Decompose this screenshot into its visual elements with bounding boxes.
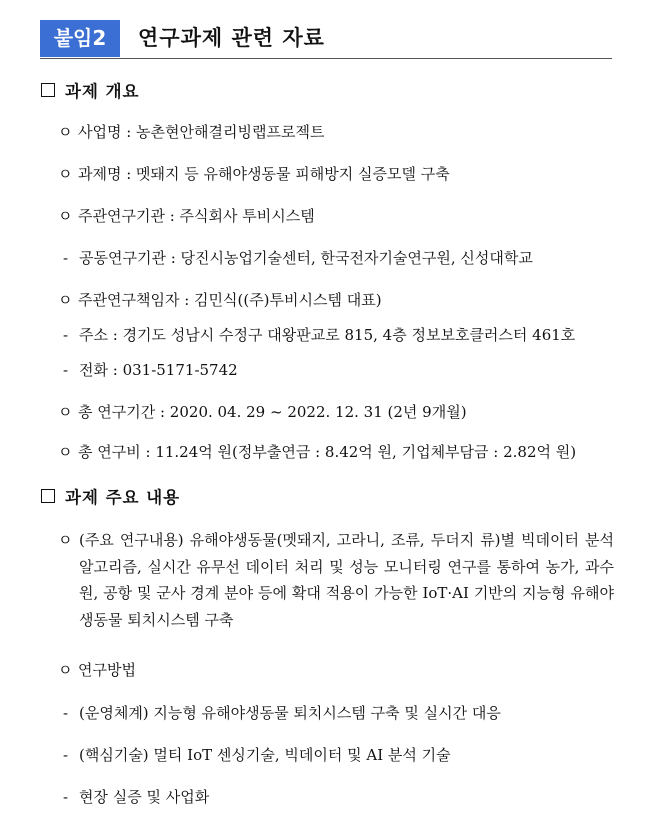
methods-label: 연구방법: [78, 661, 136, 679]
budget-item: [58, 440, 614, 464]
method-item: [63, 743, 614, 767]
dash-bullet-icon: -: [63, 326, 69, 344]
co-orgs-text: 공동연구기관 : 당진시농업기술센터, 한국전자기술연구원, 신성대학교: [79, 249, 533, 267]
method-text: 현장 실증 및 사업화: [79, 788, 210, 806]
document-header: [40, 20, 612, 60]
project-name-text: 사업명 : 농촌현안해결리빙랩프로젝트: [78, 123, 325, 141]
dash-bullet-icon: -: [63, 249, 69, 267]
section-label: 과제 개요: [65, 82, 140, 101]
lead-researcher-item: [58, 288, 614, 312]
research-summary-text: (주요 연구내용) 유해야생동물(멧돼지, 고라니, 조류, 두더지 류)별 빅데이터 분석 알고리즘, 실시간 유무선 데이터 처리 및 성능 모니터링 연구를 통하여 농가, 과수원, 공항 및 군사 경계 분야 등에 확대 적용이 가능한 IoT·AI 기반의 지능형 유해야생동물 퇴치시스템 구축: [79, 531, 614, 629]
methods-item: [58, 658, 614, 682]
dash-bullet-icon: -: [63, 788, 69, 806]
dash-bullet-icon: -: [63, 746, 69, 764]
circle-bullet-icon: ㅇ: [58, 443, 73, 461]
project-name-item: [58, 120, 614, 144]
lead-org-item: [58, 204, 614, 228]
method-item: [63, 701, 614, 725]
page-title: 연구과제 관련 자료: [138, 26, 325, 50]
method-text: (운영체계) 지능형 유해야생동물 퇴치시스템 구축 및 실시간 대응: [79, 704, 501, 722]
period-text: 총 연구기간 : 2020. 04. 29 ~ 2022. 12. 31 (2년 9개월): [78, 403, 467, 421]
circle-bullet-icon: ㅇ: [58, 661, 73, 679]
section-label: 과제 주요 내용: [65, 488, 181, 507]
attachment-badge: 붙임2: [40, 20, 120, 57]
budget-text: 총 연구비 : 11.24억 원(정부출연금 : 8.42억 원, 기업체부담금 : 2.82억 원): [78, 443, 577, 461]
task-name-item: [58, 162, 614, 186]
lead-org-text: 주관연구기관 : 주식회사 투비시스템: [78, 207, 315, 225]
circle-bullet-icon: ㅇ: [58, 123, 73, 141]
period-item: [58, 400, 614, 424]
dash-bullet-icon: -: [63, 361, 69, 379]
task-name-text: 과제명 : 멧돼지 등 유해야생동물 피해방지 실증모델 구축: [78, 165, 450, 183]
phone-item: [63, 358, 614, 382]
section-overview-heading: [41, 78, 140, 102]
circle-bullet-icon: ㅇ: [58, 207, 73, 225]
research-summary-item: [58, 527, 614, 633]
checkbox-square-icon: [41, 83, 55, 97]
circle-bullet-icon: ㅇ: [58, 531, 73, 549]
checkbox-square-icon: [41, 489, 55, 503]
circle-bullet-icon: ㅇ: [58, 165, 73, 183]
circle-bullet-icon: ㅇ: [58, 403, 73, 421]
section-main-content-heading: [41, 484, 180, 508]
address-item: [63, 323, 614, 347]
phone-text: 전화 : 031-5171-5742: [79, 361, 238, 379]
method-item: [63, 785, 614, 809]
address-text: 주소 : 경기도 성남시 수정구 대왕판교로 815, 4층 정보보호클러스터 461호: [79, 326, 576, 344]
method-text: (핵심기술) 멀티 IoT 센싱기술, 빅데이터 및 AI 분석 기술: [79, 746, 451, 764]
title-underline: [40, 58, 612, 59]
co-orgs-item: [63, 246, 614, 270]
dash-bullet-icon: -: [63, 704, 69, 722]
circle-bullet-icon: ㅇ: [58, 291, 73, 309]
lead-researcher-text: 주관연구책임자 : 김민식((주)투비시스템 대표): [78, 291, 382, 309]
